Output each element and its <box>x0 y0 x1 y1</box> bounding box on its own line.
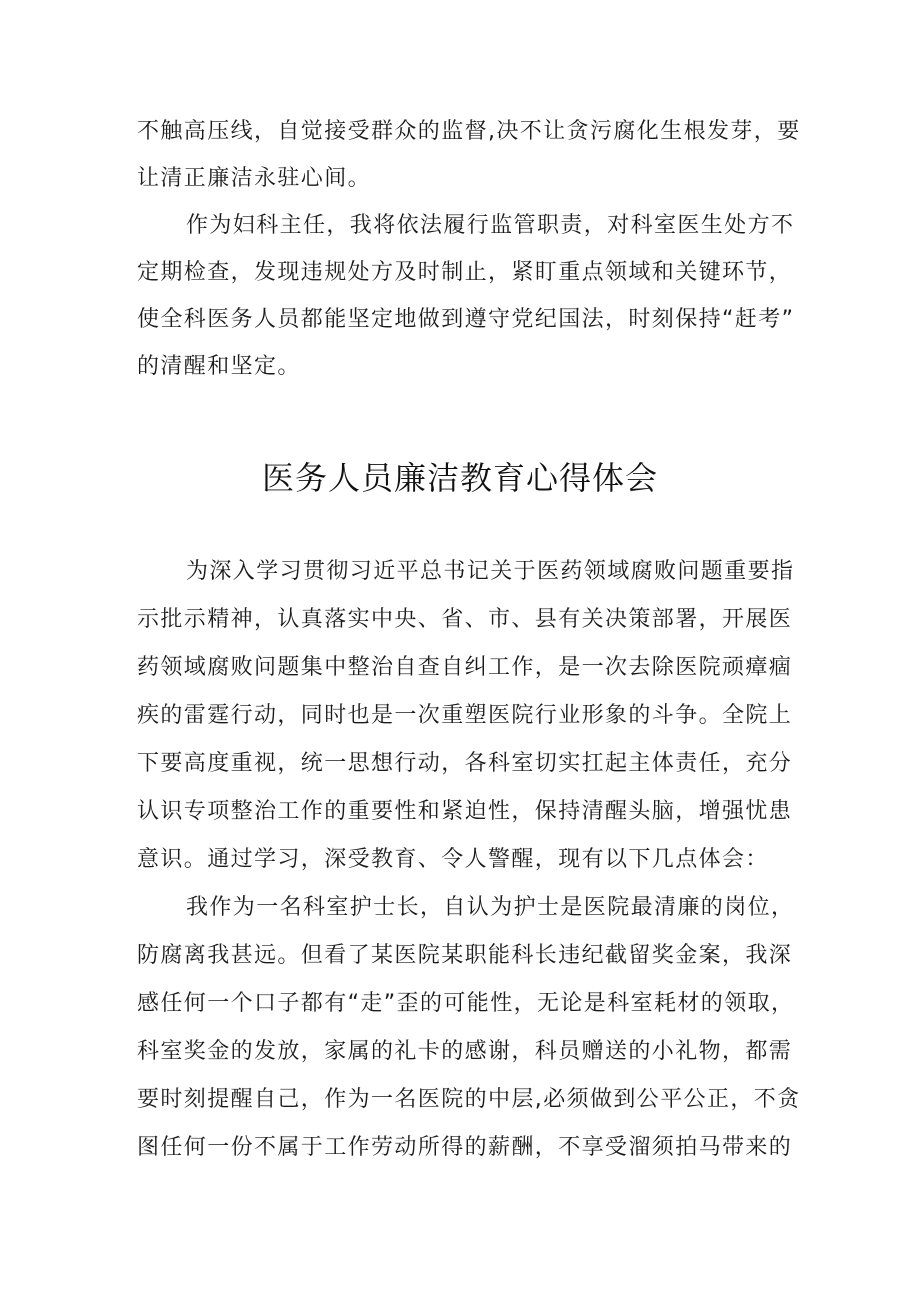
text-line: 意识。通过学习，深受教育、令人警醒，现有以下几点体会： <box>137 847 769 872</box>
paragraph-first-line: 为深入学习贯彻习近平总书记关于医药领域腐败问题重要指 <box>186 559 795 584</box>
text-line: 让清正廉洁永驻心间。 <box>137 166 372 191</box>
text-line: 防腐离我甚远。但看了某医院某职能科长违纪截留奖金案，我深 <box>137 943 793 968</box>
text-line: 不触高压线，自觉接受群众的监督,决不让贪污腐化生根发芽，要 <box>137 119 801 144</box>
text-line: 药领域腐败问题集中整治自查自纠工作，是一次去除医院顽瘴痼 <box>137 655 793 680</box>
text-line: 下要高度重视，统一思想行动，各科室切实扛起主体责任，充分 <box>137 751 793 776</box>
text-line: 认识专项整治工作的重要性和紧迫性，保持清醒头脑，增强忧患 <box>137 799 793 824</box>
text-line: 科室奖金的发放，家属的礼卡的感谢，科员赠送的小礼物，都需 <box>137 1039 793 1064</box>
text-line: 使全科医务人员都能坚定地做到遵守党纪国法，时刻保持“赶考” <box>137 307 795 332</box>
page-title: 医务人员廉洁教育心得体会 <box>261 459 658 497</box>
text-line: 示批示精神，认真落实中央、省、市、县有关决策部署，开展医 <box>137 607 793 632</box>
paragraph-first-line: 我作为一名科室护士长，自认为护士是医院最清廉的岗位， <box>186 895 795 920</box>
text-line: 疾的雷霆行动，同时也是一次重塑医院行业形象的斗争。全院上 <box>137 703 793 728</box>
paragraph-first-line: 作为妇科主任，我将依法履行监管职责，对科室医生处方不 <box>186 213 795 238</box>
text-line: 要时刻提醒自己，作为一名医院的中层,必须做到公平公正，不贪 <box>137 1087 801 1112</box>
text-line: 感任何一个口子都有“走”歪的可能性，无论是科室耗材的领取， <box>137 991 795 1016</box>
text-line: 图任何一份不属于工作劳动所得的薪酬，不享受溜须拍马带来的 <box>137 1135 793 1160</box>
text-line: 定期检查，发现违规处方及时制止，紧盯重点领域和关键环节， <box>137 260 793 285</box>
text-line: 的清醒和坚定。 <box>137 354 301 379</box>
